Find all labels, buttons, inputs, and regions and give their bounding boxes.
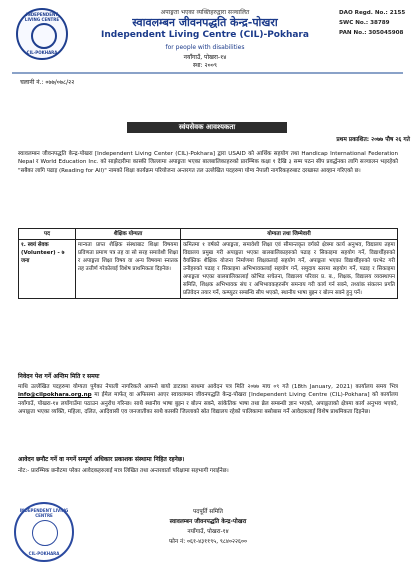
stamp-emblem-icon xyxy=(32,520,58,546)
note-text: नोट:- प्रारम्भिक छनौटमा परेका आवेदकहरुलाई मात्र लिखित तथा अन्तरवार्ता परिक्षामा सहभागी गराईनेछ। xyxy=(18,468,229,474)
selection-rights: आवेदन छनौट गर्ने वा नगर्ने सम्पूर्ण अधिकार प्रकाशक संस्थामा निहित रहनेछ। xyxy=(18,456,185,463)
application-heading: निवेदन पेश गर्ने अन्तिम मिति र समयः xyxy=(18,373,100,380)
org-established: स्था: २००९ xyxy=(192,62,217,69)
first-published-date: प्रथम प्रकाशित: २०७७ पौष २६ गते xyxy=(336,137,410,143)
header-tagline: अपाङ्गता भएका व्यक्तिहरुद्वारा सञ्चालित xyxy=(160,9,250,16)
logo-emblem-icon xyxy=(31,23,57,49)
swc-number: SWC No.: 38789 xyxy=(339,20,390,26)
logo-bottom-text: CIL-POKHARA xyxy=(26,50,58,55)
org-subtitle: for people with disabilities xyxy=(165,44,245,51)
col-header-qualification: शैक्षिक योग्यता xyxy=(76,229,181,240)
org-stamp xyxy=(14,502,74,562)
notice-title: स्वंयसेवक आवश्यकता xyxy=(127,122,287,133)
org-name-english: Independent Living Centre (CIL)-Pokhara xyxy=(101,30,309,40)
stamp-bottom-text: CIL-POKHARA xyxy=(28,551,60,556)
col-header-post: पद xyxy=(19,229,76,240)
committee-name: पदपूर्ति समिति xyxy=(192,509,223,515)
table-header-row xyxy=(19,229,398,240)
application-body-part2: मा ईमेल मार्फत् वा अफिसमा आएर स्वावलम्बन जीवनपद्धति केन्द्र-पोखरा [Independent Living Centre (CIL)-Pokhara] को कार्यालय नयाँगाउँ, पोखरा-१४ लयाँगाउँमा पठाउन अनुरोध गरिन्छ। साथै स्थानीय भाषा बुझ्न र बोल्न सक्ने, सांकेतिक भाषा तथा ब्रेल सम्बन्धी ज्ञान भएको, अपाङ्गताको क्षेत्रमा कार्य अनुभव भएको, अपाङ्गता भएका व्यक्ति, महिला, दलित, आदिवासी एव जनजातीका साथै कास्की जिल्लाको स्रोत विद्यालय रहेको पालिकामा बसोबास गर्ने आवेदकलाई विशेष प्राथमिकता दिइनेछ। xyxy=(18,392,398,416)
table-row xyxy=(19,240,398,299)
application-body xyxy=(18,383,398,417)
footer-address: नयाँगाउँ, पोखरा-१४ xyxy=(187,529,229,535)
reference-number: चलानी नं.: ०७७/०७८/२२ xyxy=(20,79,75,86)
footer-org-name: स्वावलम्बन जीवनपद्धति केन्द्र-पोखरा xyxy=(169,519,247,525)
pan-number: PAN No.: 305045908 xyxy=(339,30,404,36)
vacancy-table xyxy=(18,228,398,299)
notice-intro: स्वावलम्बन जीवनपद्धति केन्द्र-पोखरा [Independent Living Center (CIL)-Pokhara] द्वारा USAID को आर्थिक सहयोग तथा Handicap International Federation Nepal र World Education Inc. को साझेदारीमा कास्की जिल्लामा अपाङ्गता भएका बालबालिकाहरुको प्रारम्भिक कक्षा १ देखि ३ सम्म पठन सीप प्रवर्द्धनका लागि सञ्चालन भइरहेको "सबैका लागि पढाइ (Reading for All)" नामको शिक्षा कार्यक्रम परियोजना अन्तरगत तल उल्लेखित पदहरुमा योग्य नेपाली नागरिकहरुबाट दरखास्त आव्हान गरिएको छ। xyxy=(18,151,398,174)
logo-top-text: INDEPENDENT LIVING CENTRE xyxy=(24,12,60,22)
footer-phone: फोन नं: ०६१-४३११९५, ९८४०२२६०० xyxy=(168,539,248,545)
stamp-top-text: INDEPENDENT LIVING CENTRE xyxy=(19,508,69,518)
org-logo xyxy=(16,8,68,60)
contact-email-link[interactable]: info@cilpokhara.org.np xyxy=(18,392,92,399)
org-name-nepali: स्वावलम्बन जीवनपद्धति केन्द्र-पोखरा xyxy=(132,16,278,29)
header-divider xyxy=(12,72,403,74)
org-address: नयाँगाउँ, पोखरा-१४ xyxy=(183,54,227,61)
post-cell: १. स्वयं सेवक (Volunteer) - ७ जना xyxy=(19,240,76,299)
qualification-cell: मान्यता प्राप्त शैक्षिक संस्थाबाट शिक्षा विषयमा प्रविणता प्रमाण पत्र तह वा सो सरह समावेशी शिक्षा र अपाङ्गता शिक्षा विषय वा अन्य विषयमा स्नातक तह उत्तीर्ण गरेकोलाई विशेष प्राथमिकता दिइनेछ। xyxy=(76,240,181,299)
application-body-part1: माथि उल्लेखित पदहरुमा योग्यता पुगेका नेपाली नागरिकले आफ्नो बायो डाटाका साथमा आवेदन पत्र मिति २०७७ माघ ०९ गते (18th January, 2021) कार्यालय समय भित्र xyxy=(18,384,398,390)
dao-reg-number: DAO Regd. No.: 2155 xyxy=(339,10,406,16)
responsibilities-cell: कमितमा १ वर्षको अपाङ्गता, समावेशी शिक्षा एवं सीमान्तकृत वर्गको क्षेत्रमा कार्य अनुभव, विद्यालय तहमा विद्यालय प्रमुख गरी अपाङ्गता भएका बालबालिकाहरुको पढाइ र सिकाइमा सहयोग गर्ने, विद्यार्थीहरुको वैयक्तिक शैक्षिक योजना निर्माणमा शिक्षकलाई सहयोग गर्ने, अपाङ्गता भएका विद्यार्थीहरुको घरभेट गरी उनीहरुको पढाइ र सिकाइमा अभिभावकलाई सहयोग गर्ने, समुदाय स्तरमा सहयोग गर्ने, पढाइ र सिकाइमा अपाङ्गता भएका बालबालिकालाई कोभिड सचेतना, विद्यालय परिवार प्र. ब., शिक्षक, विद्यालय व्यवस्थापन समिति, शिक्षक अभिभावक संघ र अभिभावकहरुसँग समन्वय गरी कार्य गर्न सक्ने, तथ्यांक संकलन प्रगति प्रतिवेदन तयार गर्ने, कम्प्युटर सम्बन्धि सीप भएको, स्थानीय भाषा बुझ्न र बोल्न सक्ने हुनु पर्ने। xyxy=(181,240,398,299)
col-header-responsibilities: योग्यता तथा जिम्मेवारी xyxy=(181,229,398,240)
